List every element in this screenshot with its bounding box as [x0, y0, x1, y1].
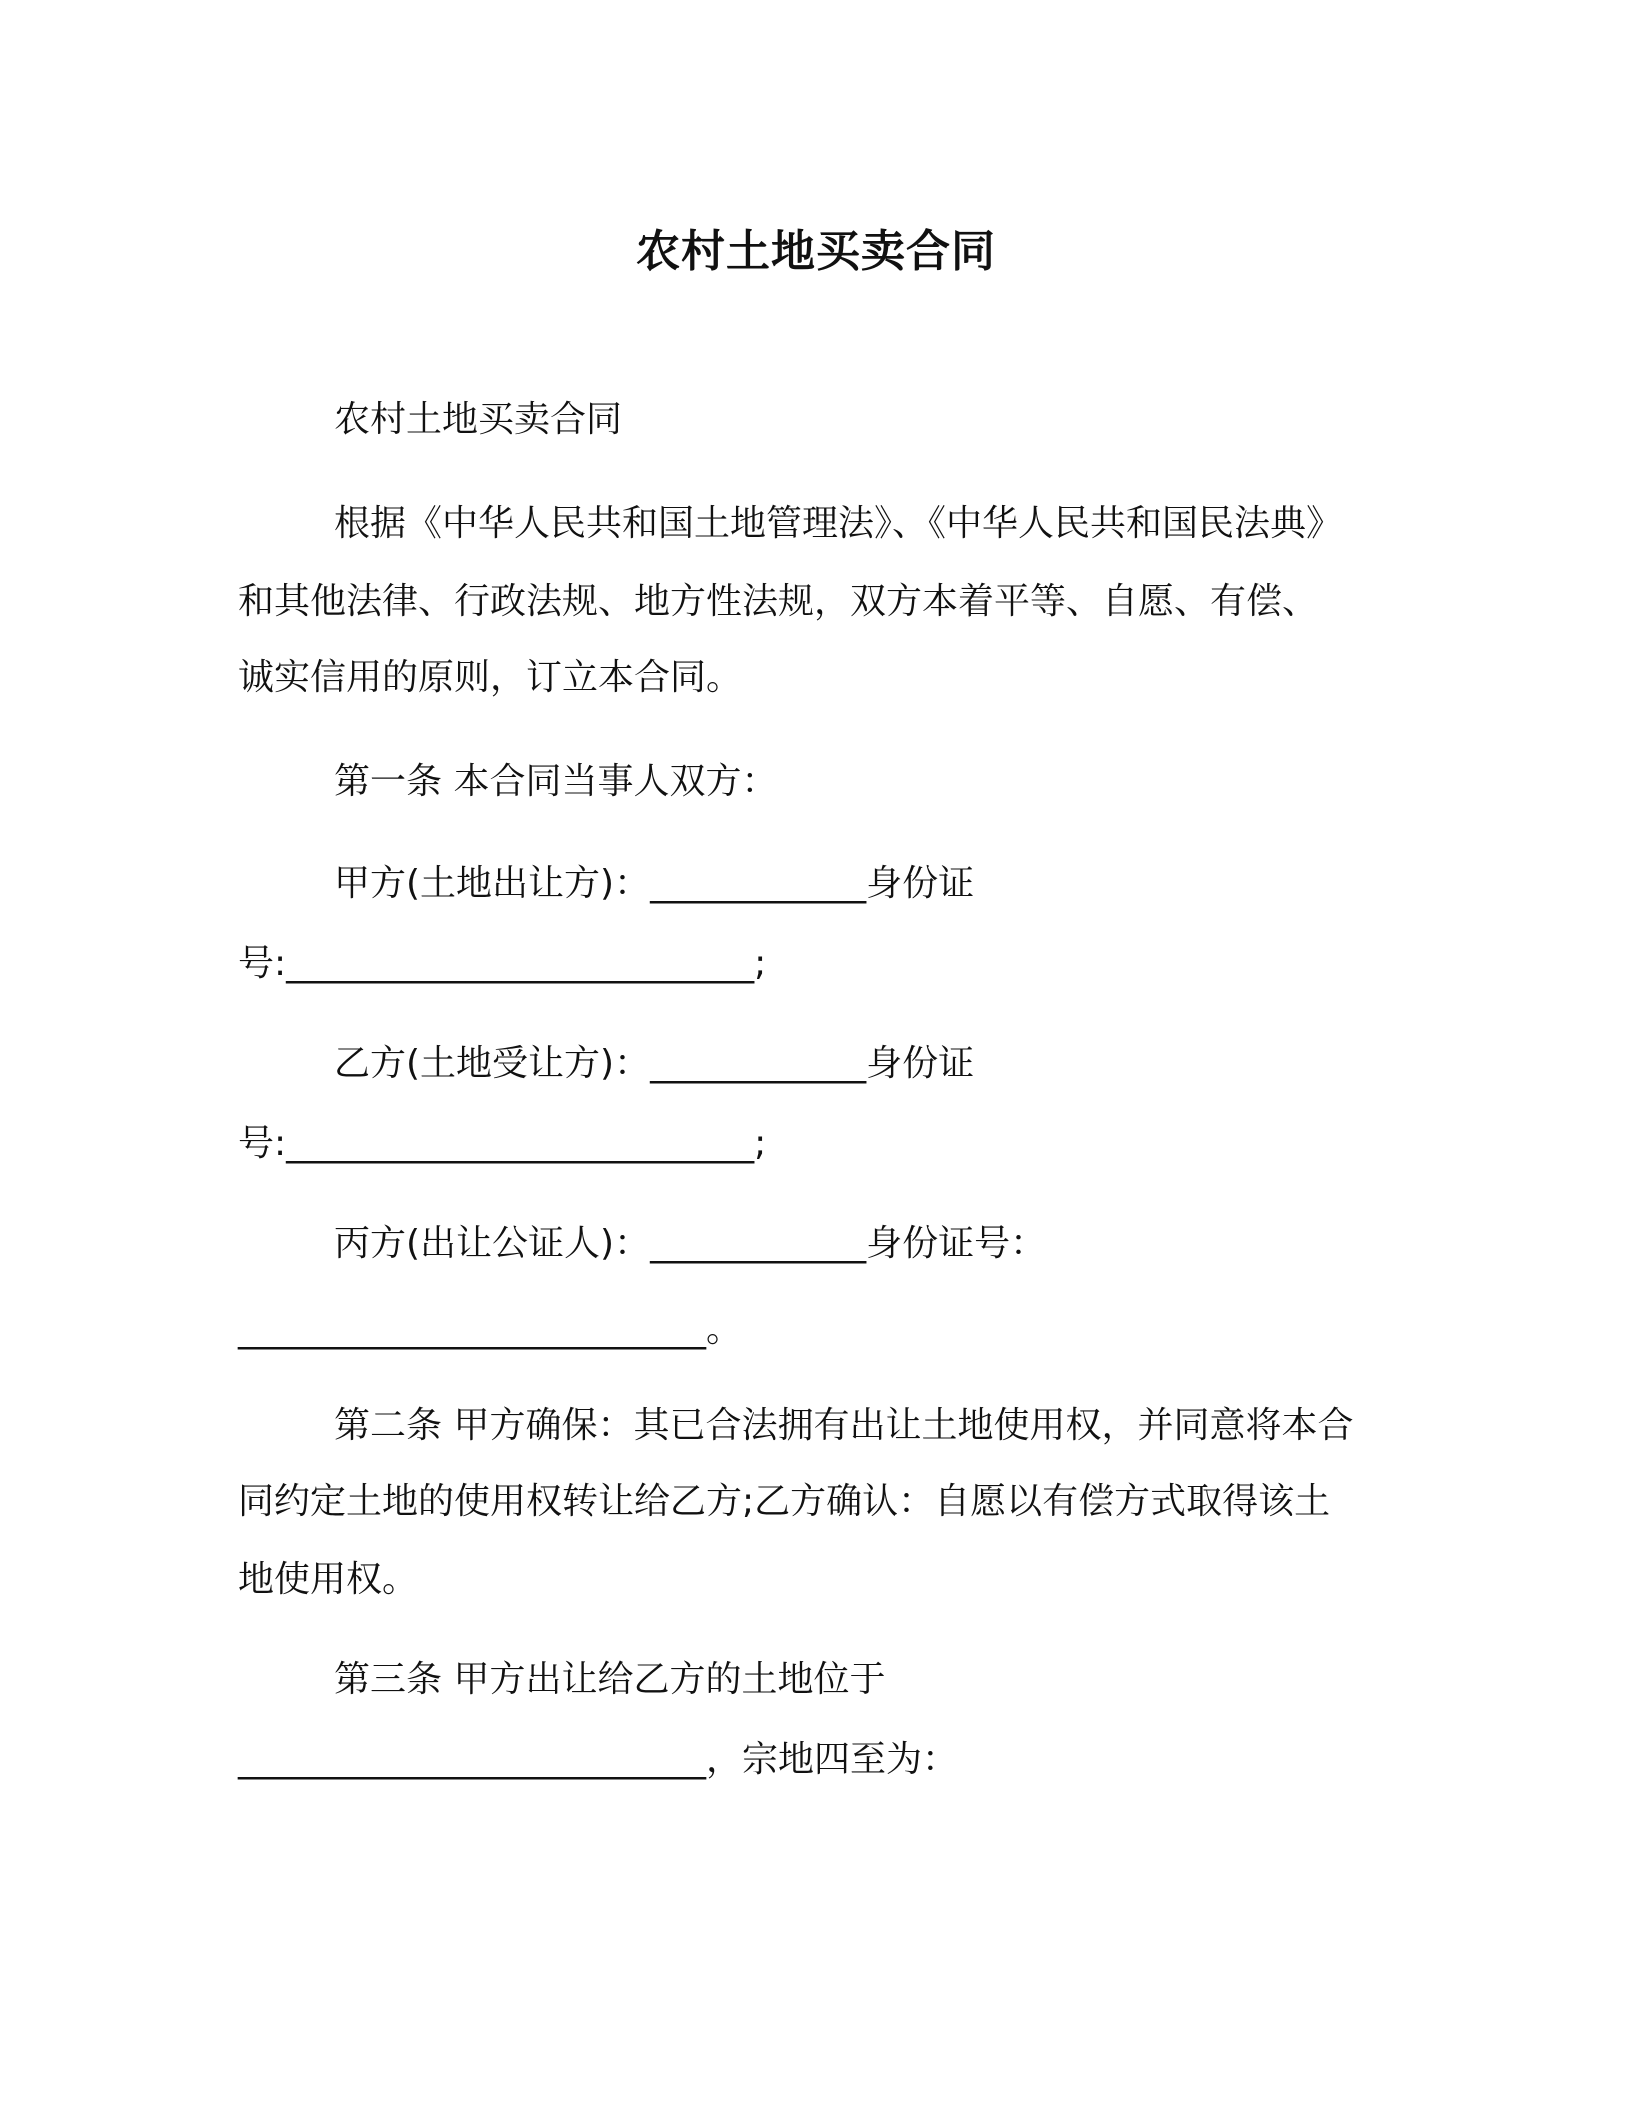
party-a-line: 甲方(土地出让方)：____________身份证: [334, 863, 975, 904]
article-1-heading: 第一条 本合同当事人双方：: [334, 761, 778, 802]
article-2-line-1: 第二条 甲方确保：其已合法拥有出让土地使用权，并同意将本合: [334, 1405, 1354, 1446]
party-a-id-line: 号:__________________________;: [238, 943, 767, 984]
document-title: 农村土地买卖合同: [636, 226, 996, 277]
subtitle-line: 农村土地买卖合同: [334, 399, 623, 440]
party-c-id-line: __________________________。: [238, 1309, 742, 1350]
article-3-line-1: 第三条 甲方出让给乙方的土地位于: [334, 1659, 886, 1700]
preamble-line-3: 诚实信用的原则，订立本合同。: [238, 657, 743, 698]
preamble-line-1: 根据《中华人民共和国土地管理法》、《中华人民共和国民法典》: [334, 503, 1343, 544]
article-2-line-3: 地使用权。: [238, 1559, 419, 1600]
party-c-line: 丙方(出让公证人)：____________身份证号：: [334, 1223, 1047, 1264]
article-3-line-2: __________________________，宗地四至为：: [238, 1739, 959, 1780]
party-b-id-line: 号:__________________________;: [238, 1123, 767, 1164]
preamble-line-2: 和其他法律、行政法规、地方性法规，双方本着平等、自愿、有偿、: [238, 581, 1319, 622]
article-2-line-2: 同约定土地的使用权转让给乙方;乙方确认：自愿以有偿方式取得该土: [238, 1481, 1331, 1522]
party-b-line: 乙方(土地受让方)：____________身份证: [334, 1043, 975, 1084]
